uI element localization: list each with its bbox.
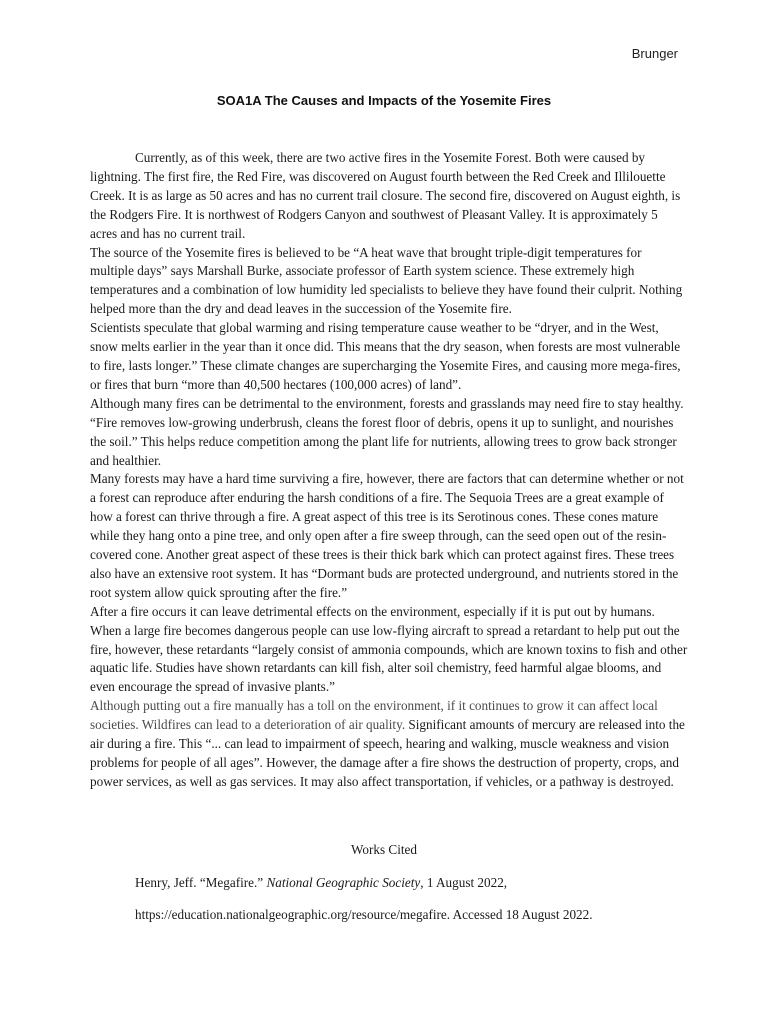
citation-url-line: https://education.nationalgeographic.org/resource/megafire. Accessed 18 August 2022. (135, 907, 593, 922)
citation-date: , 1 August 2022, (420, 875, 508, 890)
paragraph-2: The source of the Yosemite fires is believed to be “A heat wave that brought triple-digit temperatures for multiple days” says Marshall Burke, associate professor of Earth system science. These extremely high temperatures and a combination of low humidity led specialists to believe they have found their culprit. Nothing helped more than the dry and dead leaves in the succession of the Yosemite fire. (90, 244, 683, 317)
works-cited-heading: Works Cited (351, 842, 417, 857)
paragraph-7-opening: Although putting out a fire manually has a toll on the environment, if it continues to grow it can affect local societies. Wildfires can lead to a deterioration of air quality. (90, 698, 658, 733)
paragraph-1: Currently, as of this week, there are two active fires in the Yosemite Forest. Both were caused by lightning. The first fire, the Red Fire, was discovered on August fourth between the Red Creek and Illilouette Creek. It is as large as 50 acres and has no current trail closure. The second fire, discovered on August eighth, is the Rodgers Fire. It is northwest of Rodgers Canyon and southwest of Pleasant Valley. It is approximately 5 acres and has no current trail. (90, 150, 681, 241)
header-author-surname: Brunger (631, 46, 678, 61)
citation-author-title: Henry, Jeff. “Megafire.” (135, 875, 267, 890)
citation-publication: National Geographic Society (266, 875, 421, 890)
paragraph-7 (90, 697, 688, 792)
essay-body (90, 149, 688, 792)
paragraph-3: Scientists speculate that global warming and rising temperature cause weather to be “dryer, and in the West, snow melts earlier in the year than it once did. This means that the dry season, when forests are most vulnerable to fire, lasts longer.” These climate changes are supercharging the Yosemite Fires, and causing more mega-fires, or fires that burn “more than 40,500 hectares (100,000 acres) of land”. (90, 320, 681, 392)
paragraph-7-rest: Significant amounts of mercury are released into the air during a fire. This “... can lead to impairment of speech, hearing and walking, muscle weakness and vision problems for people of all ages”. However, the damage after a fire shows the destruction of property, crops, and power services, as well as gas services. It may also affect transportation, if vehicles, or a pathway is destroyed. (90, 717, 685, 789)
paragraph-5: Many forests may have a hard time surviving a fire, however, there are factors that can determine whether or not a forest can reproduce after enduring the harsh conditions of a fire. The Sequoia Trees are a great example of how a forest can thrive through a fire. A great aspect of this tree is its Serotinous cones. These cones mature while they hang onto a pine tree, and only open after a fire sweep through, can the seed open out of the resin-covered cone. Another great aspect of these trees is their thick bark which can protect against fires. These trees also have an extensive root system. It has “Dormant buds are protected underground, and nutrients stored in the root system allow quick sprouting after the fire.” (90, 471, 684, 600)
paragraph-4: Although many fires can be detrimental to the environment, forests and grasslands may need fire to stay healthy. “Fire removes low-growing underbrush, cleans the forest floor of debris, opens it up to sunlight, and nourishes the soil.” This helps reduce competition among the plant life for nutrients, allowing trees to grow back stronger and healthier. (90, 395, 684, 468)
citation-line-1 (135, 875, 507, 891)
paragraph-6: After a fire occurs it can leave detrimental effects on the environment, especially if it is put out by humans. When a large fire becomes dangerous people can use low-flying aircraft to spread a retardant to help put out the fire, however, these retardants “largely consist of ammonia compounds, which are known toxins to fish and other aquatic life. Studies have shown retardants can kill fish, alter soil chemistry, feed harmful algae blooms, and even encourage the spread of invasive plants.” (90, 603, 688, 695)
document-title: SOA1A The Causes and Impacts of the Yosemite Fires (216, 93, 552, 108)
